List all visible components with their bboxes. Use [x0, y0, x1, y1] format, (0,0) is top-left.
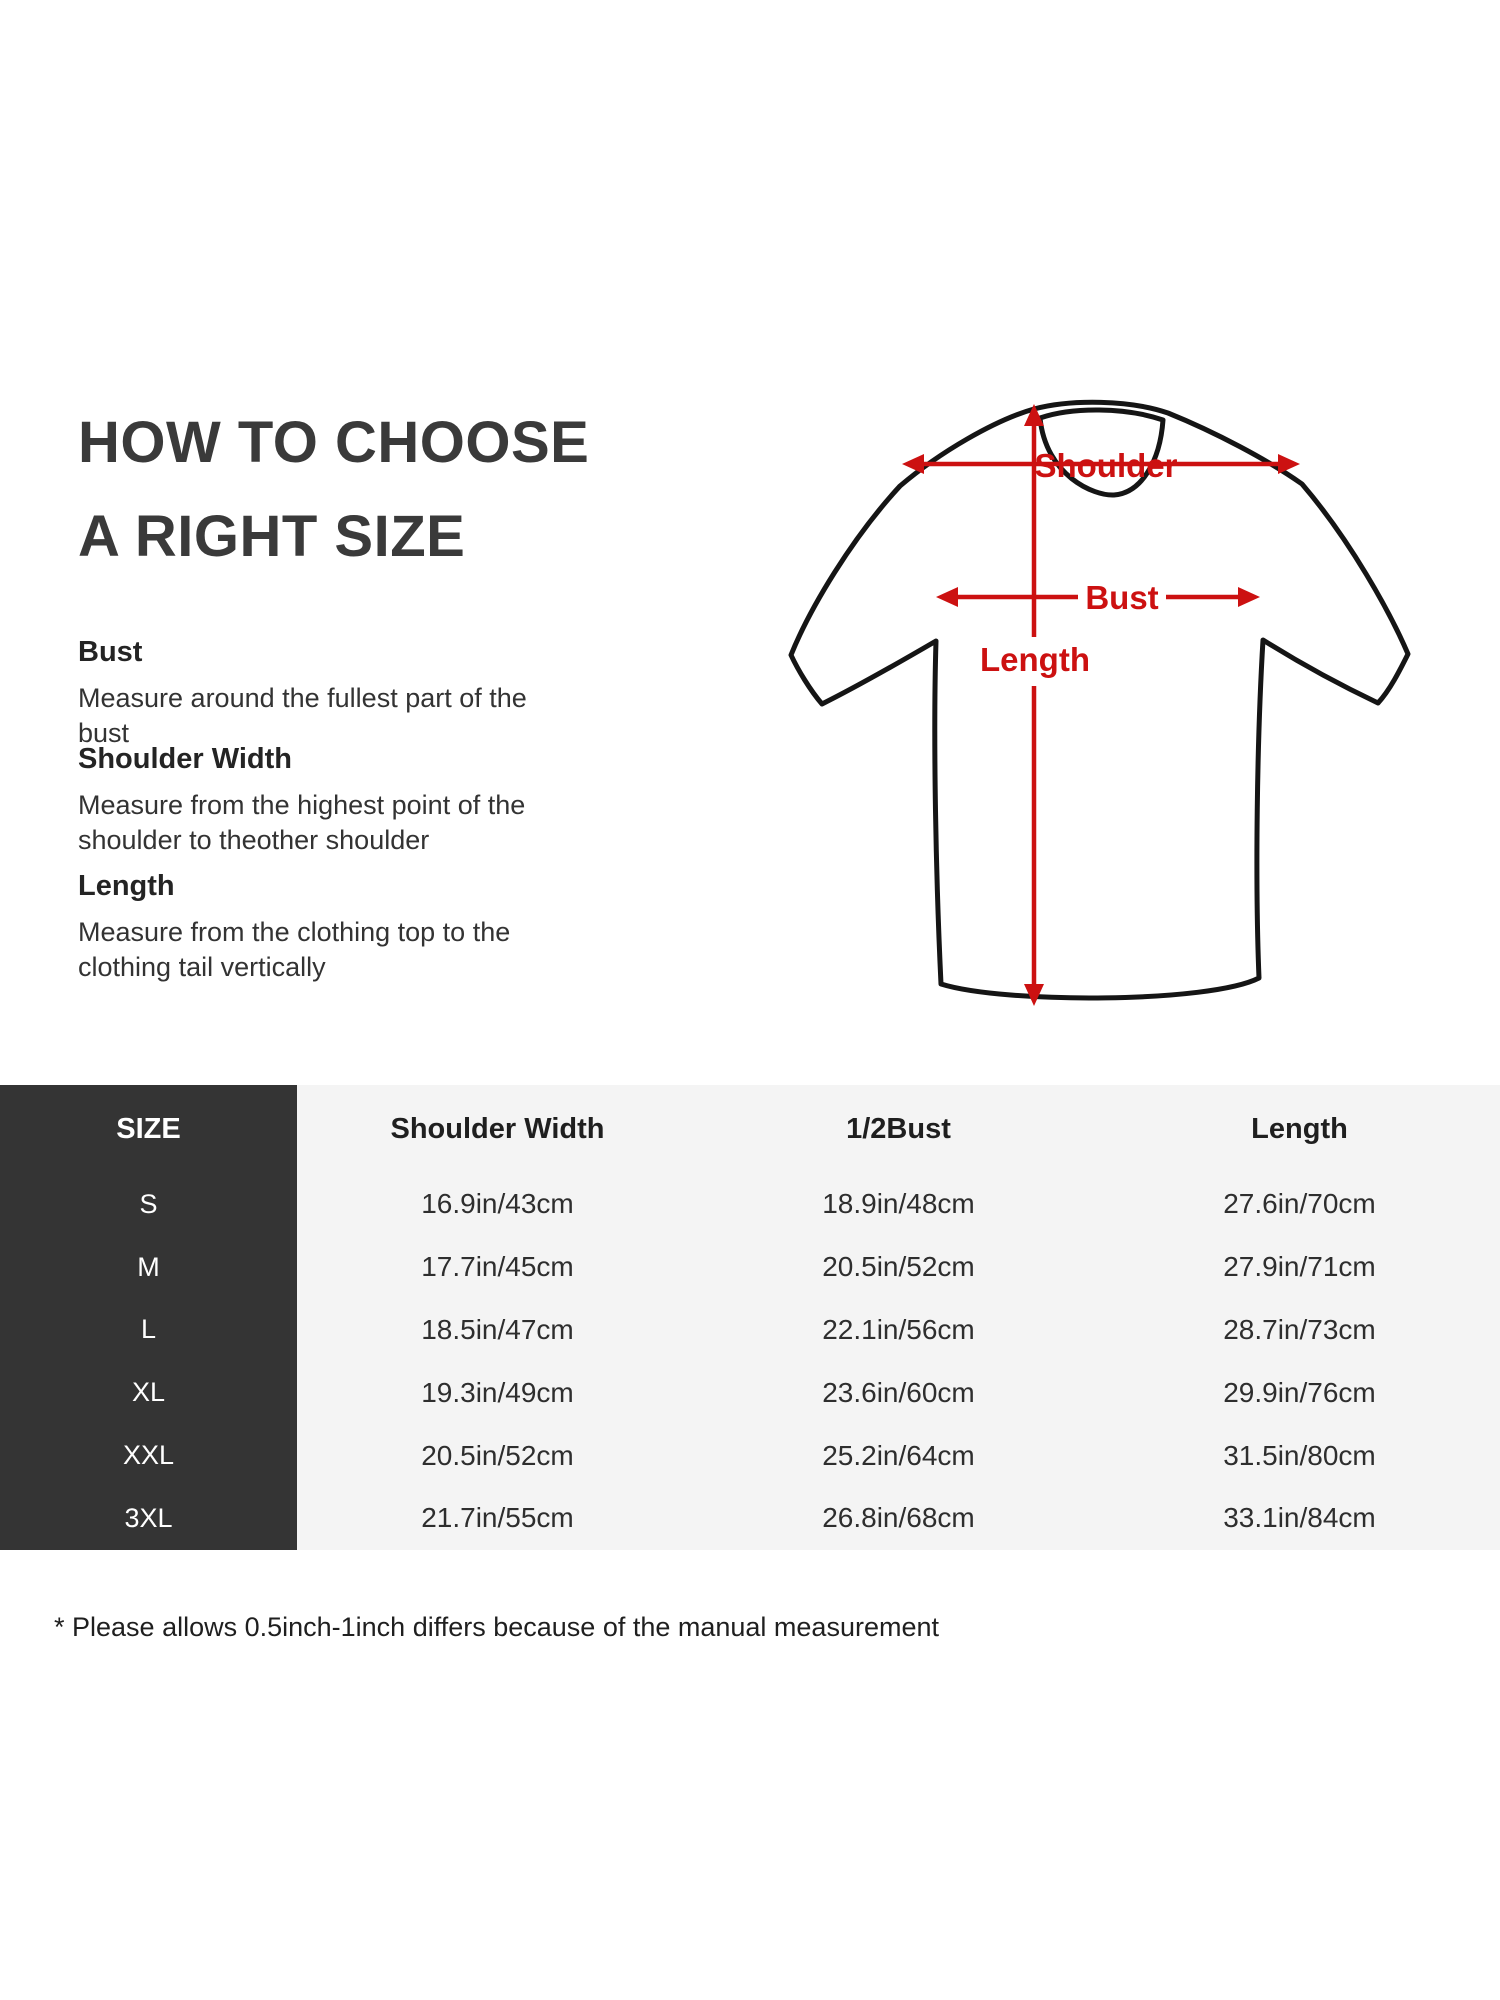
size-table-header-size: SIZE [0, 1085, 297, 1173]
table-cell: 33.1in/84cm [1223, 1502, 1376, 1534]
tshirt-measurement-diagram [590, 385, 1470, 1085]
size-row-label: 3XL [0, 1487, 297, 1550]
table-cell: 18.5in/47cm [421, 1313, 574, 1345]
size-table-header-shoulder-width: Shoulder Width [390, 1112, 605, 1145]
instruction-shoulder-width [78, 745, 558, 858]
table-cell: 20.5in/52cm [822, 1251, 975, 1283]
table-cell: 26.8in/68cm [822, 1502, 975, 1534]
table-cell: 27.9in/71cm [1223, 1251, 1376, 1283]
instruction-length [78, 872, 558, 985]
instruction-length-text-line1: Measure from the clothing top to the [78, 917, 511, 947]
instruction-length-heading: Length [78, 870, 175, 902]
table-cell: 28.7in/73cm [1223, 1313, 1376, 1345]
page-title [78, 396, 589, 584]
instruction-shoulder-text-line2: shoulder to theother shoulder [78, 825, 430, 855]
shoulder-arrowhead-left [902, 454, 924, 474]
instruction-shoulder-text-line1: Measure from the highest point of the [78, 790, 526, 820]
table-cell: 21.7in/55cm [421, 1502, 574, 1534]
instruction-shoulder-heading: Shoulder Width [78, 743, 292, 775]
table-cell: 19.3in/49cm [421, 1376, 574, 1408]
instruction-bust-heading: Bust [78, 636, 143, 668]
table-cell: 18.9in/48cm [822, 1188, 975, 1220]
size-row-label: XXL [0, 1424, 297, 1487]
table-cell: 22.1in/56cm [822, 1313, 975, 1345]
table-cell: 31.5in/80cm [1223, 1439, 1376, 1471]
size-table-header-half-bust: 1/2Bust [846, 1112, 951, 1145]
instruction-length-text-line2: clothing tail vertically [78, 952, 326, 982]
size-row-label: XL [0, 1361, 297, 1424]
table-cell: 17.7in/45cm [421, 1251, 574, 1283]
size-table-header-length: Length [1251, 1112, 1348, 1145]
page-title-line1: HOW TO CHOOSE [78, 410, 590, 475]
bust-arrow-label: Bust [1085, 579, 1159, 616]
instruction-bust-text: Measure around the fullest part of the bust [78, 683, 527, 748]
shoulder-arrowhead-right [1278, 454, 1300, 474]
table-cell: 16.9in/43cm [421, 1188, 574, 1220]
table-cell: 27.6in/70cm [1223, 1188, 1376, 1220]
size-row-label: S [0, 1173, 297, 1236]
shoulder-arrow-label: Shoulder [1034, 447, 1178, 484]
size-row-label: M [0, 1236, 297, 1299]
length-arrow-label: Length [980, 641, 1090, 678]
page-title-line2: A RIGHT SIZE [78, 504, 466, 569]
table-cell: 25.2in/64cm [822, 1439, 975, 1471]
table-cell: 23.6in/60cm [822, 1376, 975, 1408]
table-cell: 29.9in/76cm [1223, 1376, 1376, 1408]
table-cell: 20.5in/52cm [421, 1439, 574, 1471]
measurement-disclaimer: * Please allows 0.5inch-1inch differs because of the manual measurement [54, 1612, 940, 1642]
size-table [0, 1085, 1500, 1550]
instruction-bust [78, 638, 558, 751]
size-row-label: L [0, 1299, 297, 1362]
